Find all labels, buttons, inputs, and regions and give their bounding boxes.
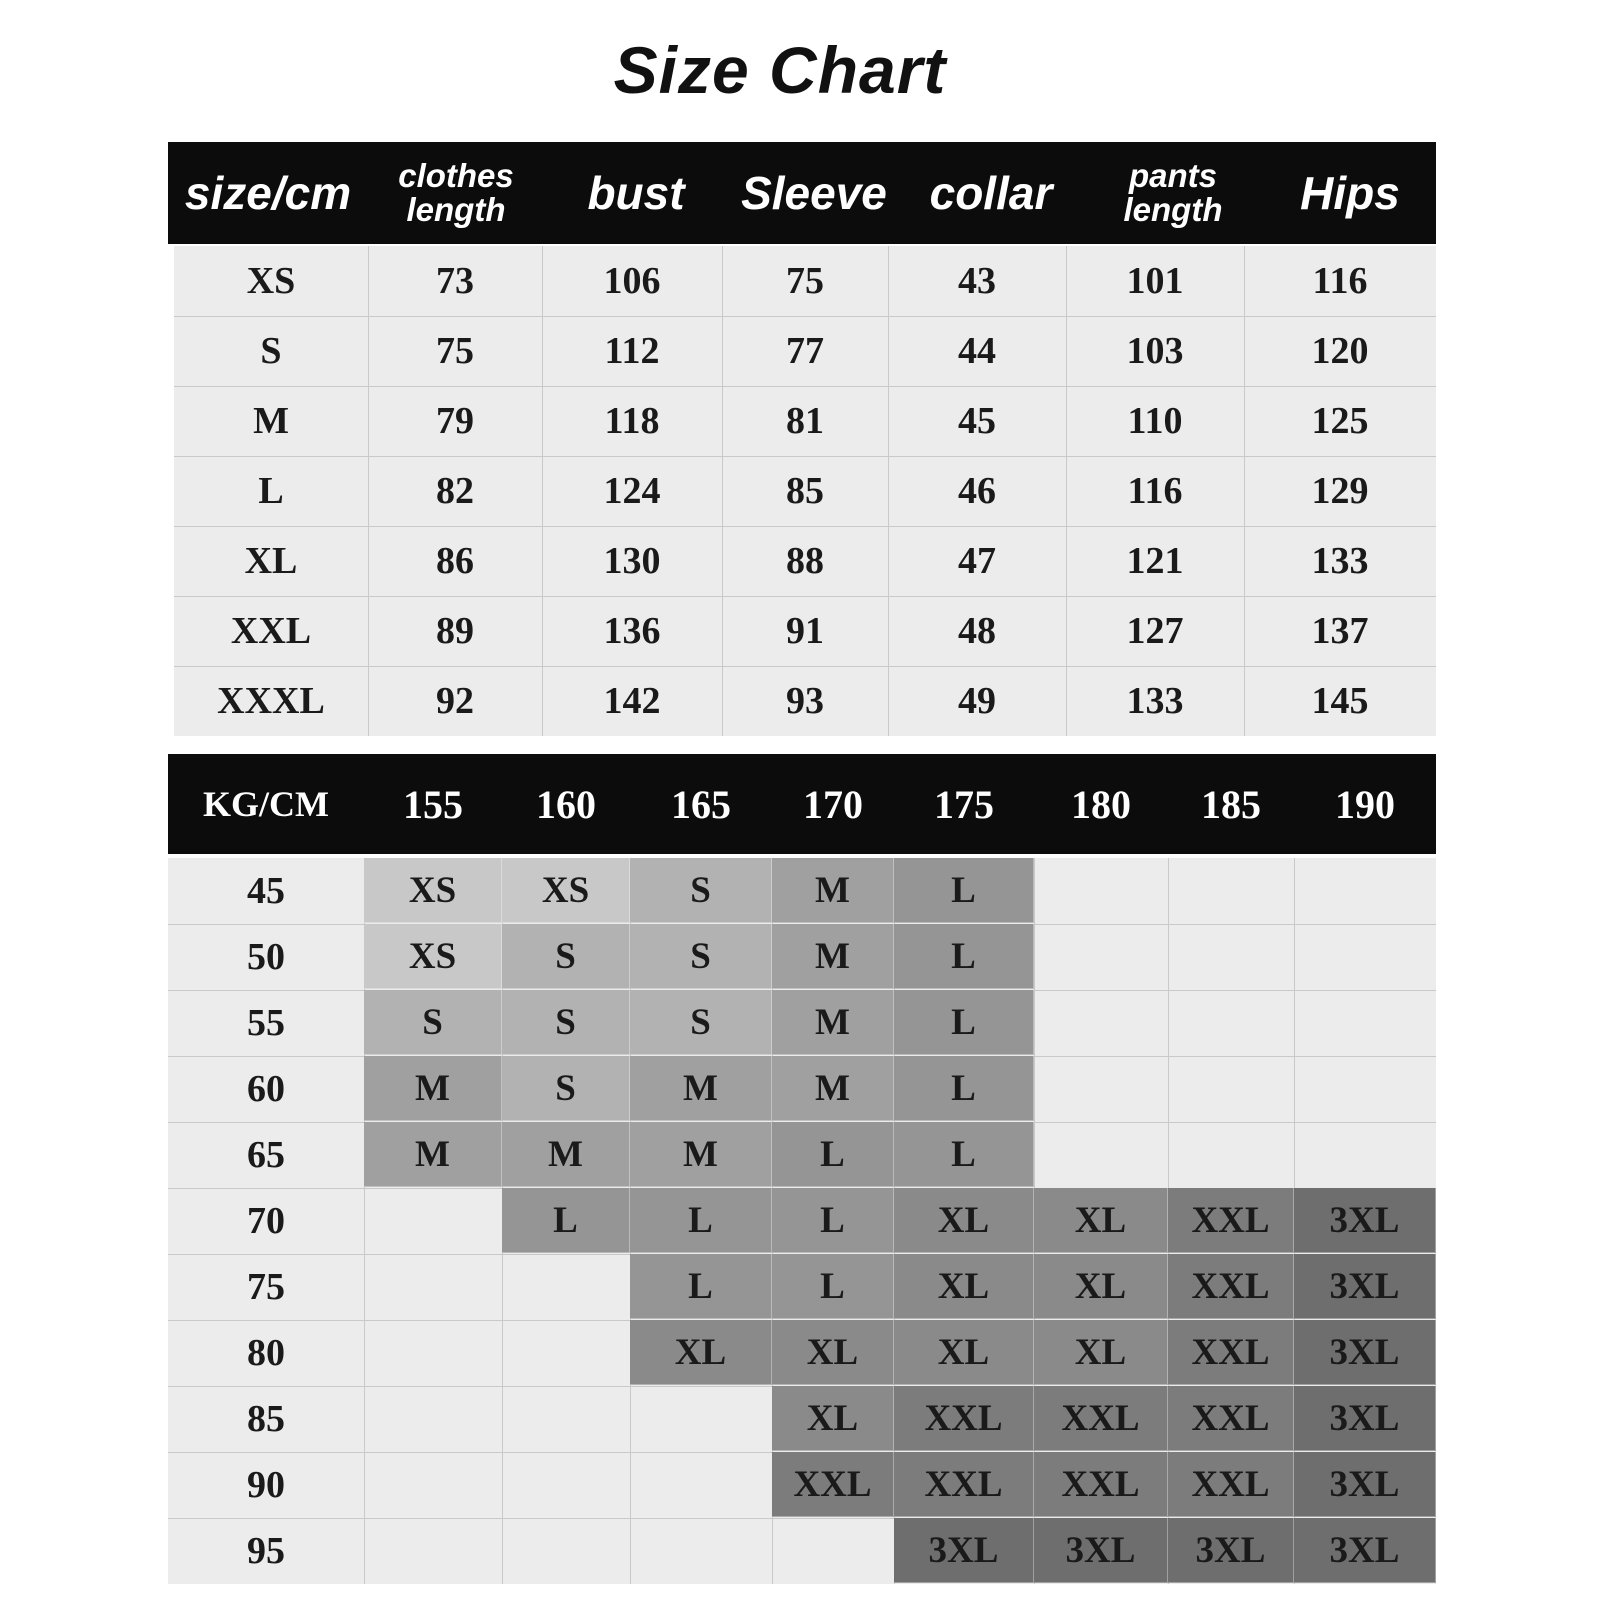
measurements-table [174,246,1436,736]
size-recommendation-cell: XXL [1168,1254,1294,1319]
measurement-cell: 116 [1312,260,1368,302]
weight-label-cell: 55 [247,1002,285,1044]
measurement-cell: 133 [1126,680,1184,722]
measurement-cell: 103 [1126,330,1184,372]
size-recommendation-cell: XXL [1034,1452,1168,1517]
page-title: Size Chart [613,33,947,107]
size-label-cell: M [253,400,289,442]
size-recommendation-cell: L [630,1188,772,1253]
measurement-cell: 130 [603,540,661,582]
size-recommendation-cell: 3XL [1294,1386,1436,1451]
measurement-cell: 136 [603,610,661,652]
size-recommendation-cell: M [364,1122,502,1187]
size-recommendation-cell: XL [894,1320,1034,1385]
measurement-cell: 106 [603,260,661,302]
size-recommendation-cell: XXL [894,1452,1034,1517]
measurement-cell: 75 [786,260,824,302]
size-recommendation-cell: 3XL [1294,1452,1436,1517]
weight-label-cell: 85 [247,1398,285,1440]
header-sleeve: Sleeve [741,167,887,219]
measurement-cell: 145 [1311,680,1369,722]
recommendation-table [168,858,1436,1584]
measurement-cell: 92 [436,680,474,722]
measurement-cell: 124 [603,470,661,512]
measurement-cell: 88 [786,540,824,582]
measurement-cell: 77 [786,330,824,372]
size-recommendation-cell: XL [772,1320,894,1385]
size-recommendation-cell: 3XL [1034,1518,1168,1583]
measurement-cell: 101 [1126,260,1184,302]
size-recommendation-cell: S [502,924,630,989]
header-pants-length [1082,142,1264,244]
size-recommendation-cell: XS [364,924,502,989]
size-recommendation-cell: XL [894,1188,1034,1253]
size-recommendation-cell: L [502,1188,630,1253]
height-header-cell: 170 [803,781,863,827]
measurement-cell: 85 [786,470,824,512]
size-recommendation-cell: M [772,1056,894,1121]
header-size: size/cm [184,167,352,219]
header-hips: Hips [1300,167,1400,219]
size-recommendation-cell: XL [1034,1254,1168,1319]
size-recommendation-cell: S [364,990,502,1055]
corner-label: KG/CM [203,784,329,824]
height-header-cell: 165 [671,781,731,827]
weight-label-cell: 70 [247,1200,285,1242]
measurement-cell: 133 [1311,540,1369,582]
size-recommendation-cell: M [502,1122,630,1187]
size-recommendation-cell: XXL [1168,1188,1294,1253]
measurement-cell: 129 [1311,470,1369,512]
size-recommendation-cell: XXL [1168,1452,1294,1517]
size-recommendation-cell: XL [1034,1320,1168,1385]
size-recommendation-cell: XL [894,1254,1034,1319]
size-recommendation-cell: L [894,858,1034,923]
header-word: length [1123,191,1223,228]
measurement-cell: 116 [1127,470,1183,512]
size-recommendation-cell: XXL [1168,1386,1294,1451]
measurement-cell: 45 [958,400,996,442]
measurement-cell: 43 [958,260,996,302]
weight-label-cell: 45 [247,870,285,912]
weight-label-cell: 75 [247,1266,285,1308]
size-recommendation-cell: XL [1034,1188,1168,1253]
measurement-cell: 142 [603,680,661,722]
measurement-cell: 89 [436,610,474,652]
size-recommendation-cell: XXL [1034,1386,1168,1451]
size-label-cell: L [258,470,284,512]
measurement-cell: 73 [436,260,474,302]
size-recommendation-cell: XS [502,858,630,923]
size-recommendation-cell: XXL [1168,1320,1294,1385]
size-recommendation-cell: 3XL [894,1518,1034,1583]
measurement-cell: 118 [604,400,660,442]
size-recommendation-cell: S [630,858,772,923]
size-label-cell: S [260,330,282,372]
size-recommendation-cell: L [894,1122,1034,1187]
measurement-cell: 86 [436,540,474,582]
measurement-cell: 112 [604,330,660,372]
size-recommendation-cell: 3XL [1294,1254,1436,1319]
size-label-cell: XXL [230,610,312,652]
size-recommendation-cell: 3XL [1294,1320,1436,1385]
header-clothes-length [368,142,544,244]
size-recommendation-cell: L [772,1188,894,1253]
size-recommendation-cell: XXL [772,1452,894,1517]
height-header-cell: 155 [403,781,463,827]
size-label-cell: XS [246,260,296,302]
header-word: length [406,191,506,228]
measurement-cell: 79 [436,400,474,442]
measurement-cell: 125 [1311,400,1369,442]
height-header-cell: 160 [536,781,596,827]
measurement-cell: 93 [786,680,824,722]
measurement-cell: 137 [1311,610,1369,652]
size-recommendation-cell: 3XL [1294,1518,1436,1583]
size-recommendation-cell: L [772,1254,894,1319]
weight-label-cell: 65 [247,1134,285,1176]
size-recommendation-cell: M [772,858,894,923]
size-recommendation-cell: M [364,1056,502,1121]
size-recommendation-cell: L [894,1056,1034,1121]
size-recommendation-cell: S [502,990,630,1055]
height-header-cell: 185 [1201,781,1261,827]
size-recommendation-cell: L [894,990,1034,1055]
header-word: pants [1128,157,1217,194]
size-recommendation-cell: L [772,1122,894,1187]
measurement-cell: 127 [1126,610,1184,652]
size-recommendation-cell: 3XL [1294,1188,1436,1253]
size-recommendation-cell: XS [364,858,502,923]
size-recommendation-cell: M [772,924,894,989]
size-label-cell: XXXL [217,680,325,722]
measurements-header [168,142,1436,244]
header-collar: collar [929,167,1053,219]
weight-label-cell: 95 [247,1530,285,1572]
measurement-cell: 47 [958,540,996,582]
measurement-cell: 75 [436,330,474,372]
height-header-cell: 190 [1335,781,1395,827]
height-header-cell: 180 [1071,781,1131,827]
weight-label-cell: 80 [247,1332,285,1374]
size-recommendation-cell: L [894,924,1034,989]
weight-label-cell: 50 [247,936,285,978]
size-recommendation-cell: 3XL [1168,1518,1294,1583]
height-header-cell: 175 [934,781,994,827]
size-recommendation-cell: L [630,1254,772,1319]
header-word: clothes [398,157,514,194]
size-recommendation-cell: XL [772,1386,894,1451]
size-recommendation-cell: M [630,1122,772,1187]
weight-label-cell: 60 [247,1068,285,1110]
measurement-cell: 48 [958,610,996,652]
measurement-cell: 81 [786,400,824,442]
size-recommendation-cell: XL [630,1320,772,1385]
measurement-cell: 120 [1311,330,1369,372]
size-label-cell: XL [244,540,298,582]
measurement-cell: 44 [958,330,996,372]
measurement-cell: 121 [1126,540,1184,582]
measurement-cell: 91 [786,610,824,652]
size-recommendation-cell: M [630,1056,772,1121]
size-recommendation-cell: S [502,1056,630,1121]
measurement-cell: 82 [436,470,474,512]
recommendation-header [168,754,1436,854]
measurement-cell: 49 [958,680,996,722]
size-recommendation-cell: S [630,924,772,989]
size-recommendation-cell: M [772,990,894,1055]
header-bust: bust [587,167,685,219]
measurement-cell: 110 [1127,400,1183,442]
size-recommendation-cell: XXL [894,1386,1034,1451]
measurement-cell: 46 [958,470,996,512]
size-recommendation-cell: S [630,990,772,1055]
weight-label-cell: 90 [247,1464,285,1506]
